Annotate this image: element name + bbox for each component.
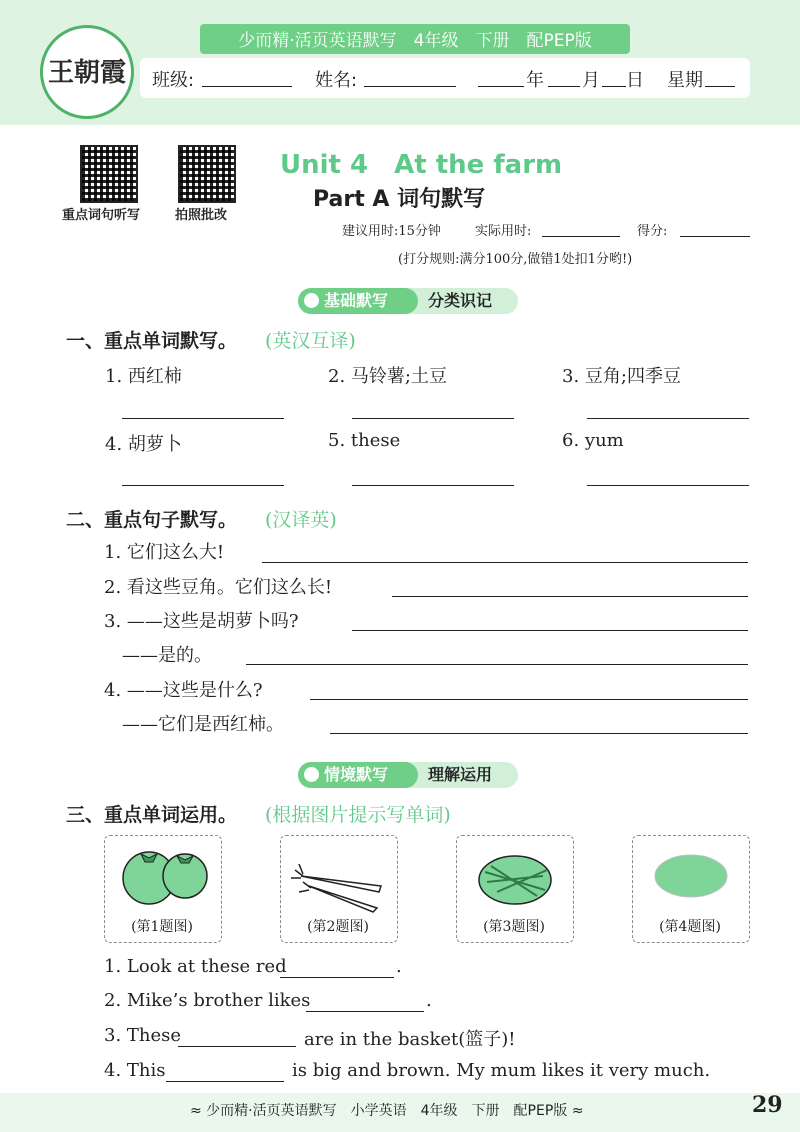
day-field[interactable] — [602, 86, 626, 87]
class-field[interactable] — [202, 86, 292, 87]
s3-q1-answer[interactable] — [280, 977, 394, 978]
s3-q4-answer[interactable] — [166, 1081, 284, 1082]
actual-time-label: 实际用时: — [475, 224, 532, 239]
series-title: 少而精·活页英语默写 4年级 下册 配PEP版 — [238, 31, 592, 51]
section2-hint: (汉译英) — [265, 509, 337, 531]
s1-answer-4[interactable] — [122, 485, 284, 486]
s1-item-2: 2. 马铃薯;土豆 — [328, 366, 447, 387]
s3-q2-answer[interactable] — [306, 1011, 424, 1012]
badge-icon — [304, 293, 319, 308]
beans-icon — [457, 836, 573, 916]
s2-answer-3b[interactable] — [246, 664, 748, 665]
picture-caption-4: (第4题图) — [659, 919, 721, 935]
actual-time-field[interactable] — [542, 236, 620, 237]
week-field[interactable] — [705, 86, 735, 87]
s2-answer-4b[interactable] — [330, 733, 748, 734]
section2-heading: 二、重点句子默写。 — [66, 509, 238, 531]
carrot-icon — [281, 836, 397, 916]
s1-answer-6[interactable] — [587, 485, 749, 486]
s2-answer-1[interactable] — [262, 562, 748, 563]
unit-title: Unit 4 At the farm — [280, 150, 563, 180]
s2-answer-2[interactable] — [392, 596, 748, 597]
day-label: 日 — [626, 70, 644, 91]
s1-item-1: 1. 西红柿 — [105, 366, 182, 387]
month-field[interactable] — [548, 86, 580, 87]
s1-item-4: 4. 胡萝卜 — [105, 434, 182, 455]
score-label: 得分: — [637, 224, 668, 239]
s3-q4-text: 4. This — [104, 1060, 166, 1081]
section3-heading: 三、重点单词运用。 — [66, 804, 238, 826]
picture-caption-1: (第1题图) — [131, 919, 193, 935]
qr-code-dictation[interactable] — [80, 145, 138, 203]
student-info-box — [140, 58, 750, 98]
s1-item-3: 3. 豆角;四季豆 — [562, 366, 681, 387]
badge-icon — [304, 767, 319, 782]
s3-q3-end: are in the basket(篮子)! — [304, 1029, 516, 1050]
s2-item-3b: ——是的。 — [122, 645, 212, 666]
qr-code-grading[interactable] — [178, 145, 236, 203]
s2-item-2: 2. 看这些豆角。它们这么长! — [104, 577, 333, 598]
s3-q4-end: is big and brown. My mum likes it very much. — [292, 1060, 711, 1081]
s3-q2-end: . — [426, 990, 432, 1011]
potato-icon — [633, 836, 749, 916]
picture-caption-3: (第3题图) — [483, 919, 545, 935]
week-label: 星期 — [667, 70, 703, 91]
section1-hint: (英汉互译) — [265, 330, 356, 352]
context-banner-label: 情境默写 — [298, 762, 418, 788]
footer-text: ≈ 少而精·活页英语默写 小学英语 4年级 下册 配PEP版 ≈ — [190, 1103, 584, 1119]
s3-q3-text: 3. These — [104, 1025, 182, 1046]
class-label: 班级: — [152, 70, 195, 91]
basic-banner-label: 基础默写 — [298, 288, 418, 314]
s1-item-6: 6. yum — [562, 430, 624, 451]
tomato-icon — [105, 836, 221, 916]
s1-answer-1[interactable] — [122, 418, 284, 419]
s2-answer-4a[interactable] — [310, 699, 748, 700]
picture-caption-2: (第2题图) — [307, 919, 369, 935]
s2-item-4b: ——它们是西红柿。 — [122, 714, 284, 735]
s2-item-4: 4. ——这些是什么? — [104, 680, 263, 701]
s1-answer-3[interactable] — [587, 418, 749, 419]
s3-q2-text: 2. Mike’s brother likes — [104, 990, 311, 1011]
qr-label-grading: 拍照批改 — [175, 208, 228, 223]
logo-text: 王朝霞 — [47, 58, 126, 88]
name-field[interactable] — [364, 86, 456, 87]
scoring-rule: (打分规则:满分100分,做错1处扣1分哟!) — [398, 252, 633, 267]
s1-answer-5[interactable] — [352, 485, 514, 486]
section3-hint: (根据图片提示写单词) — [265, 804, 451, 826]
s1-answer-2[interactable] — [352, 418, 514, 419]
page-number: 29 — [752, 1092, 783, 1118]
suggested-time: 建议用时:15分钟 — [342, 224, 441, 239]
s2-item-1: 1. 它们这么大! — [104, 542, 225, 563]
s1-item-5: 5. these — [328, 430, 401, 451]
s3-q3-answer[interactable] — [178, 1046, 296, 1047]
s3-q1-text: 1. Look at these red — [104, 956, 287, 977]
s2-answer-3a[interactable] — [352, 630, 748, 631]
section1-heading: 一、重点单词默写。 — [66, 330, 238, 352]
context-banner-text: 理解运用 — [428, 765, 493, 784]
year-field[interactable] — [478, 86, 524, 87]
qr-label-dictation: 重点词句听写 — [62, 208, 141, 223]
part-title: Part A 词句默写 — [313, 187, 486, 212]
basic-banner-text: 分类识记 — [428, 291, 493, 310]
month-label: 月 — [582, 70, 600, 91]
score-field[interactable] — [680, 236, 750, 237]
s3-q1-end: . — [396, 956, 402, 977]
year-label: 年 — [526, 70, 544, 91]
name-label: 姓名: — [315, 70, 358, 91]
s2-item-3: 3. ——这些是胡萝卜吗? — [104, 611, 299, 632]
